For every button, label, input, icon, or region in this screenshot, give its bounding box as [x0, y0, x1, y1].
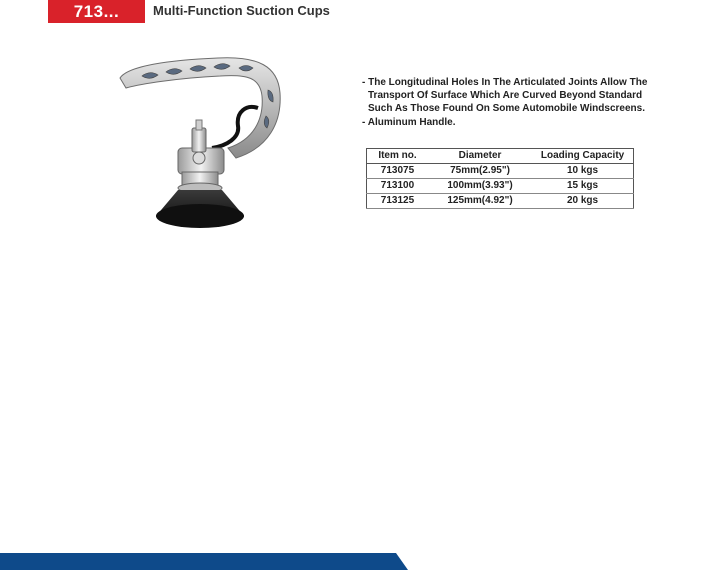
table-header-row	[367, 149, 634, 164]
table-row	[367, 179, 634, 194]
column-header-diameter: Diameter	[458, 150, 502, 161]
item-number-cell: 713125	[380, 195, 415, 206]
table-row	[367, 164, 634, 179]
column-header-item: Item no.	[378, 150, 417, 161]
feature-list	[362, 76, 652, 129]
spec-table	[366, 148, 634, 209]
footer-bar	[0, 553, 408, 570]
suction-cup-image	[108, 48, 308, 238]
capacity-cell: 10 kgs	[566, 165, 599, 176]
column-header-capacity: Loading Capacity	[540, 150, 625, 161]
table-row	[367, 194, 634, 209]
diameter-cell: 75mm(2.95")	[450, 165, 510, 176]
page-title: Multi-Function Suction Cups	[153, 3, 330, 18]
item-number-cell: 713100	[380, 180, 415, 191]
item-number-cell: 713075	[380, 165, 415, 176]
diameter-cell: 100mm(3.93")	[447, 180, 513, 191]
capacity-cell: 20 kgs	[566, 195, 599, 206]
capacity-cell: 15 kgs	[566, 180, 599, 191]
feature-item: - The Longitudinal Holes In The Articulated Joints Allow The Transport Of Surface Which Are Curved Beyond Standard Such As Those Found On Some Automobile Windscreens.	[362, 77, 648, 115]
feature-item: - Aluminum Handle.	[362, 116, 456, 128]
diameter-cell: 125mm(4.92")	[447, 195, 513, 206]
product-code-badge: 713...	[48, 0, 145, 23]
